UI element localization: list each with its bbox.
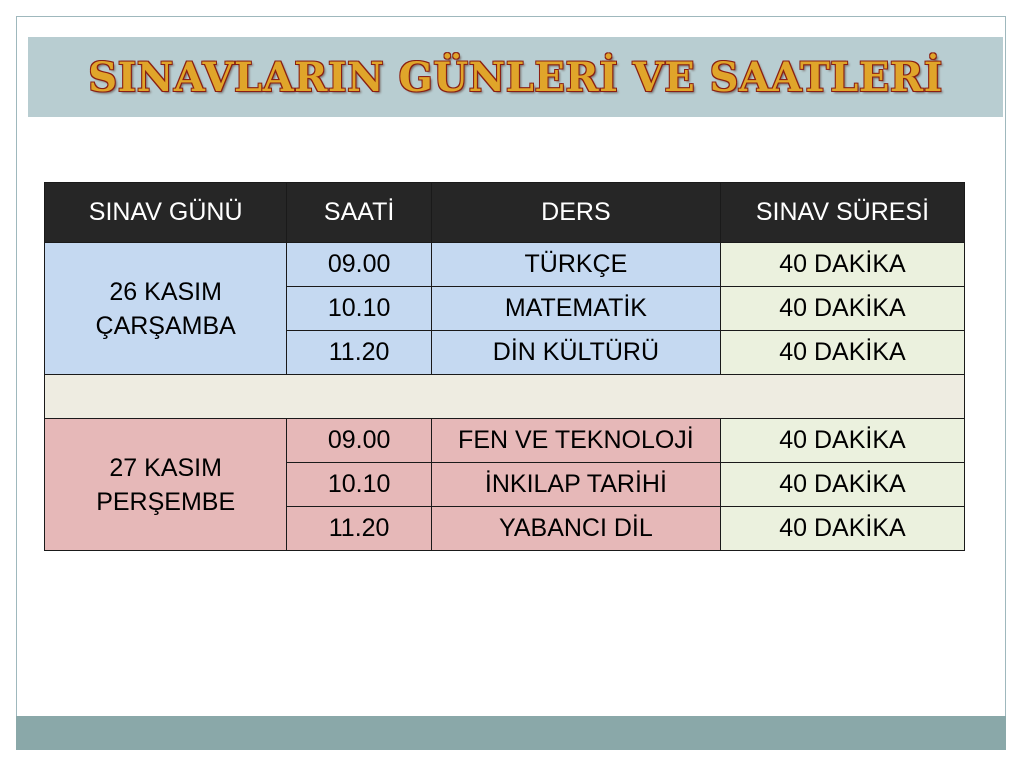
exam-day-cell [45, 243, 287, 375]
duration-cell: 40 DAKİKA [720, 507, 964, 551]
table-row [45, 419, 965, 463]
exam-day-cell [45, 419, 287, 551]
duration-cell: 40 DAKİKA [720, 331, 964, 375]
exam-weekday: ÇARŞAMBA [95, 311, 236, 340]
time-cell: 10.10 [287, 463, 432, 507]
separator-cell [45, 375, 965, 419]
exam-date: 26 KASIM [109, 277, 222, 306]
time-cell: 09.00 [287, 419, 432, 463]
exam-weekday: PERŞEMBE [96, 487, 236, 516]
duration-cell: 40 DAKİKA [720, 463, 964, 507]
subject-cell: İNKILAP TARİHİ [431, 463, 720, 507]
subject-cell: TÜRKÇE [431, 243, 720, 287]
title-band [28, 37, 1003, 117]
duration-cell: 40 DAKİKA [720, 419, 964, 463]
slide-title: SINAVLARIN GÜNLERİ VE SAATLERİ [88, 53, 943, 101]
time-cell: 11.20 [287, 331, 432, 375]
duration-cell: 40 DAKİKA [720, 287, 964, 331]
exam-schedule-table [44, 182, 965, 551]
bottom-band [16, 716, 1006, 750]
header-subject: DERS [431, 183, 720, 243]
separator-row [45, 375, 965, 419]
exam-date: 27 KASIM [109, 453, 222, 482]
subject-cell: DİN KÜLTÜRÜ [431, 331, 720, 375]
subject-cell: MATEMATİK [431, 287, 720, 331]
time-cell: 10.10 [287, 287, 432, 331]
subject-cell: FEN VE TEKNOLOJİ [431, 419, 720, 463]
time-cell: 11.20 [287, 507, 432, 551]
table-header-row [45, 183, 965, 243]
table-row [45, 243, 965, 287]
header-exam-duration: SINAV SÜRESİ [720, 183, 964, 243]
header-exam-day: SINAV GÜNÜ [45, 183, 287, 243]
subject-cell: YABANCI DİL [431, 507, 720, 551]
header-time: SAATİ [287, 183, 432, 243]
time-cell: 09.00 [287, 243, 432, 287]
duration-cell: 40 DAKİKA [720, 243, 964, 287]
